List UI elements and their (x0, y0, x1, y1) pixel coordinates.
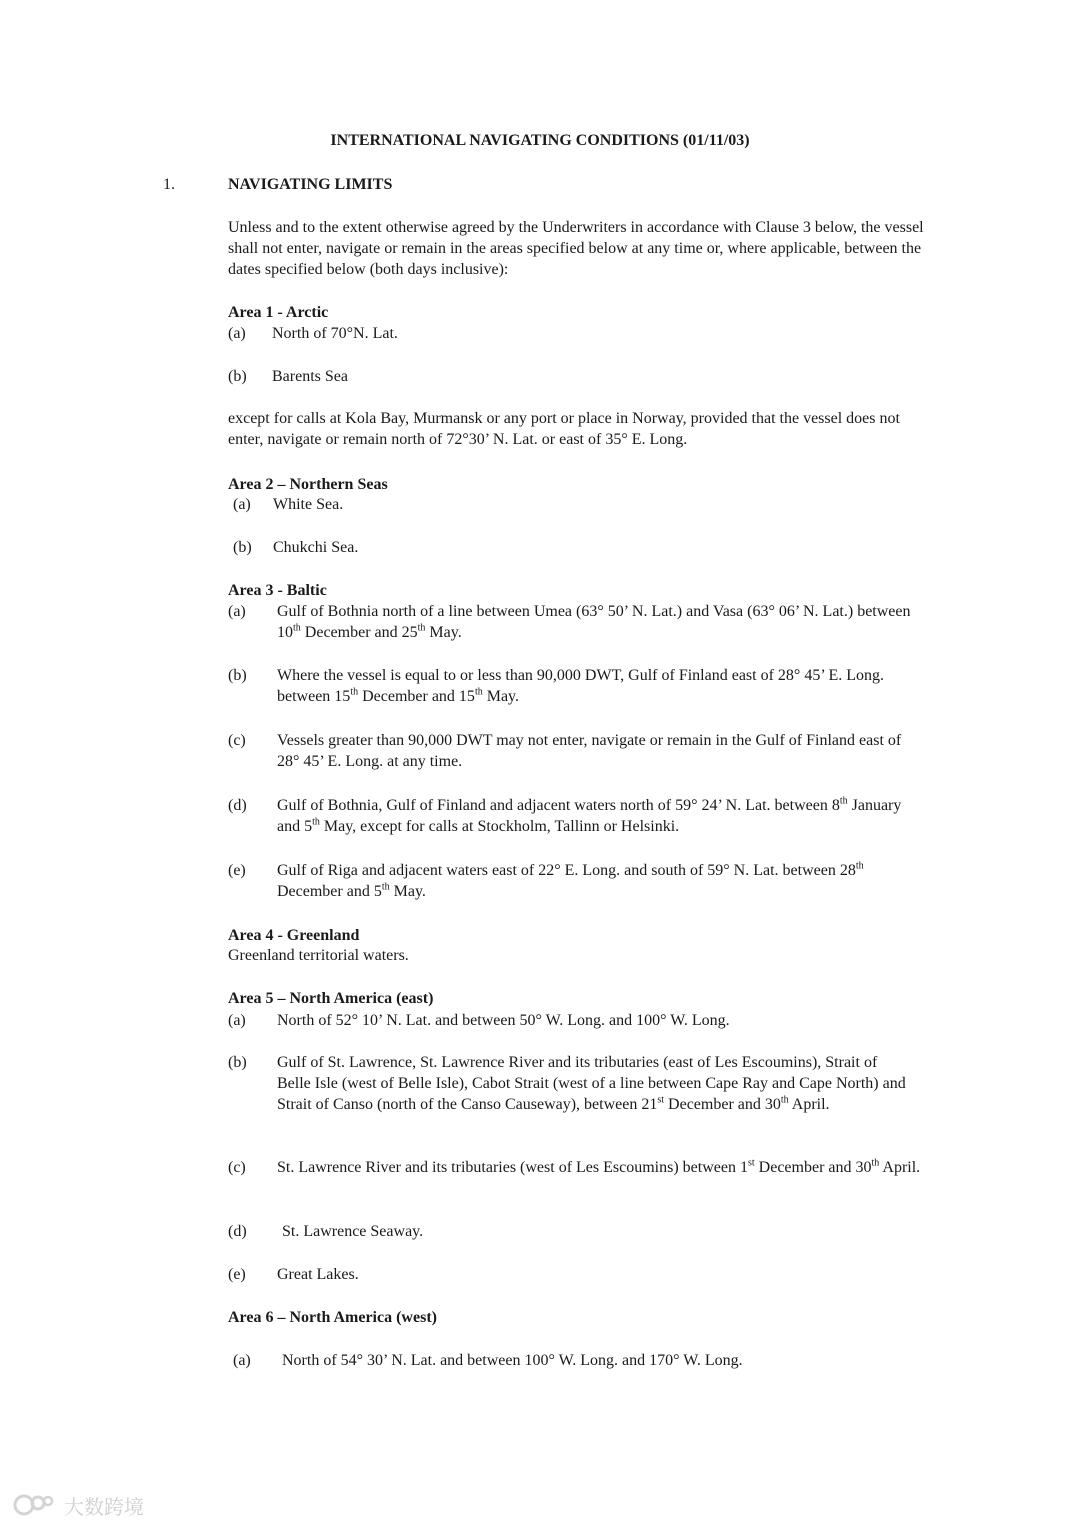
area-4-text: Greenland territorial waters. (228, 947, 409, 964)
document-title: INTERNATIONAL NAVIGATING CONDITIONS (01/11/03) (330, 132, 750, 149)
item-label: (c) (228, 1159, 246, 1176)
item-text: North of 54° 30’ N. Lat. and between 100° W. Long. and 170° W. Long. (282, 1352, 743, 1369)
item-label: (e) (228, 862, 246, 879)
item-text: Barents Sea (272, 368, 348, 385)
item-text: North of 70°N. Lat. (272, 325, 398, 342)
item-text: St. Lawrence Seaway. (282, 1223, 424, 1240)
section-number: 1. (163, 176, 175, 193)
area-4-heading: Area 4 - Greenland (228, 927, 360, 944)
area-1-heading: Area 1 - Arctic (228, 304, 329, 321)
item-label: (e) (228, 1266, 246, 1283)
item-text: Gulf of St. Lawrence, St. Lawrence River and its tributaries (east of Les Escoumins), Strait of Belle Isle (west of Belle Isle), Cabot Strait (west of a line between Cape Ray and Cape North) and Strait of Canso (north of the Canso Causeway), between 21st December and 30th April. (277, 1054, 906, 1113)
item-label: (c) (228, 732, 246, 749)
item-text: Gulf of Bothnia, Gulf of Finland and adjacent waters north of 59° 24’ N. Lat. between 8th January and 5th May, except for calls at Stockholm, Tallinn or Helsinki. (277, 795, 902, 835)
item-text: White Sea. (273, 496, 344, 513)
section-title: NAVIGATING LIMITS (228, 176, 393, 193)
area-1-note: except for calls at Kola Bay, Murmansk or any port or place in Norway, provided that the vessel does not enter, navigate or remain north of 72°30’ N. Lat. or east of 35° E. Long. (228, 410, 900, 448)
watermark (12, 1490, 144, 1520)
watermark-logo-icon (12, 1491, 56, 1519)
item-label: (a) (228, 603, 246, 620)
item-label: (a) (228, 1012, 246, 1029)
item-label: (d) (228, 797, 247, 814)
item-text: St. Lawrence River and its tributaries (west of Les Escoumins) between 1st December and 30th April. (277, 1157, 921, 1176)
watermark-text: 大数跨境 (64, 1494, 144, 1519)
item-text: Gulf of Bothnia north of a line between Umea (63° 50’ N. Lat.) and Vasa (63° 06’ N. Lat.) between 10th December and 25th May. (277, 603, 911, 641)
item-text: Chukchi Sea. (273, 539, 359, 556)
item-text: Vessels greater than 90,000 DWT may not enter, navigate or remain in the Gulf of Finland east of 28° 45’ E. Long. at any time. (277, 732, 902, 770)
item-label: (d) (228, 1223, 247, 1240)
area-5-heading: Area 5 – North America (east) (228, 990, 434, 1007)
item-text: Gulf of Riga and adjacent waters east of 22° E. Long. and south of 59° N. Lat. between 28th December and 5th May. (277, 860, 864, 900)
area-6-heading: Area 6 – North America (west) (228, 1309, 437, 1326)
area-2-heading: Area 2 – Northern Seas (228, 476, 388, 493)
item-label: (a) (233, 496, 251, 513)
item-label: (b) (228, 667, 247, 684)
intro-paragraph: Unless and to the extent otherwise agreed by the Underwriters in accordance with Clause 3 below, the vessel shall not enter, navigate or remain in the areas specified below at any time or, where applicable, between the dates specified below (both days inclusive): (228, 219, 924, 278)
item-label: (a) (228, 325, 246, 342)
item-label: (b) (228, 368, 247, 385)
item-label: (a) (233, 1352, 251, 1369)
item-label: (b) (228, 1054, 247, 1071)
item-label: (b) (233, 539, 252, 556)
area-3-heading: Area 3 - Baltic (228, 582, 327, 599)
item-text: North of 52° 10’ N. Lat. and between 50° W. Long. and 100° W. Long. (277, 1012, 730, 1029)
item-text: Great Lakes. (277, 1266, 359, 1283)
item-text: Where the vessel is equal to or less than 90,000 DWT, Gulf of Finland east of 28° 45’ E. Long. between 15th December and 15th May. (277, 667, 884, 705)
